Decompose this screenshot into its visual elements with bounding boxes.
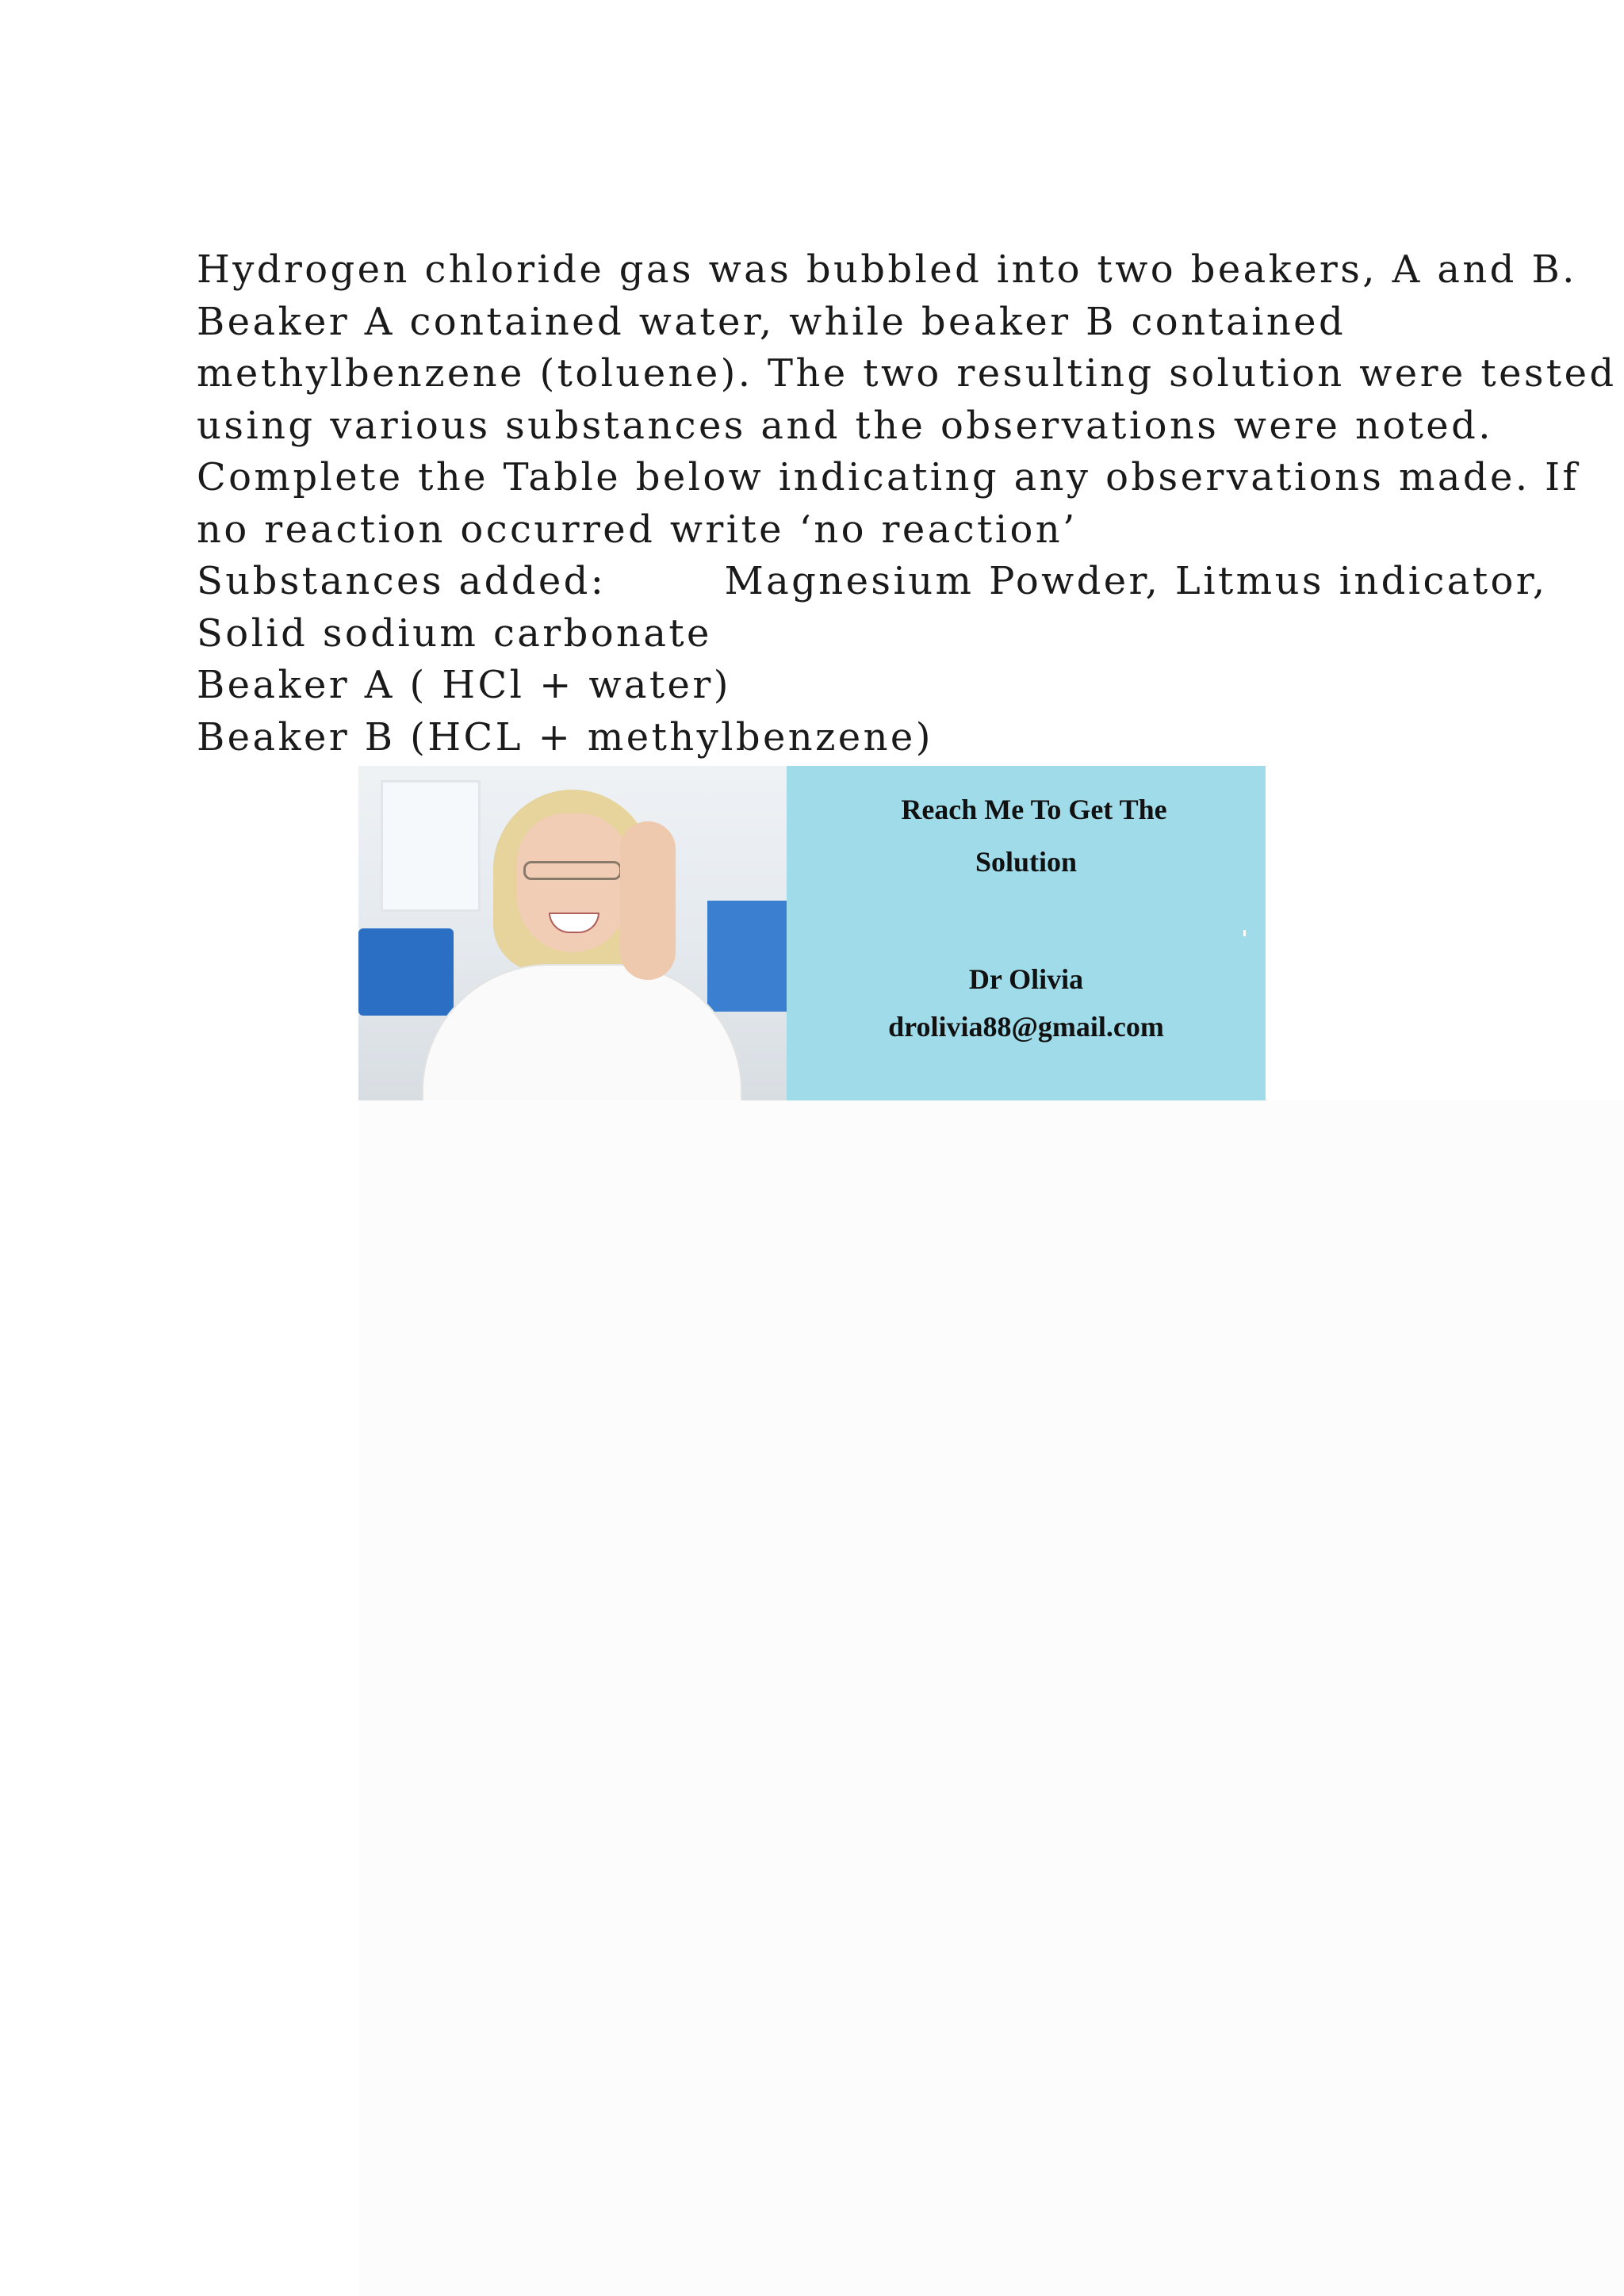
- contact-email: drolivia88@gmail.com: [888, 1011, 1164, 1043]
- question-text: [197, 244, 1617, 763]
- banner-headline-cont: Solution: [975, 846, 1078, 878]
- text-line: no reaction occurred write ‘no reaction’: [197, 507, 1078, 552]
- blue-chair-right: [707, 901, 787, 1012]
- woman-photo: [358, 766, 787, 1100]
- text-line: Beaker A contained water, while beaker B contained: [197, 299, 1346, 344]
- banner-headline: Reach Me To Get The: [901, 794, 1167, 825]
- card-speck: [1243, 930, 1246, 936]
- substances-line-cont: Solid sodium carbonate: [197, 610, 712, 656]
- white-blouse: [422, 964, 742, 1100]
- contact-card: [787, 766, 1266, 1100]
- glasses-icon: [523, 861, 622, 880]
- beaker-a-label: Beaker A ( HCl + water): [197, 663, 731, 707]
- text-line: methylbenzene (toluene). The two resulting solution were tested: [197, 351, 1617, 396]
- contact-name: Dr Olivia: [968, 963, 1084, 995]
- blue-chair-left: [358, 928, 454, 1016]
- substances-line: Substances added: Magnesium Powder, Litmus indicator,: [197, 559, 1548, 603]
- text-line: Hydrogen chloride gas was bubbled into two beakers, A and B.: [197, 247, 1577, 292]
- page-shade-area: [358, 1100, 1624, 2296]
- text-line: using various substances and the observations were noted.: [197, 403, 1493, 448]
- contact-banner: [358, 766, 1266, 1100]
- hand-shape: [620, 821, 676, 980]
- background-window: [381, 780, 481, 912]
- beaker-b-label: Beaker B (HCL + methylbenzene): [197, 714, 933, 760]
- text-line: Complete the Table below indicating any observations made. If: [197, 455, 1580, 499]
